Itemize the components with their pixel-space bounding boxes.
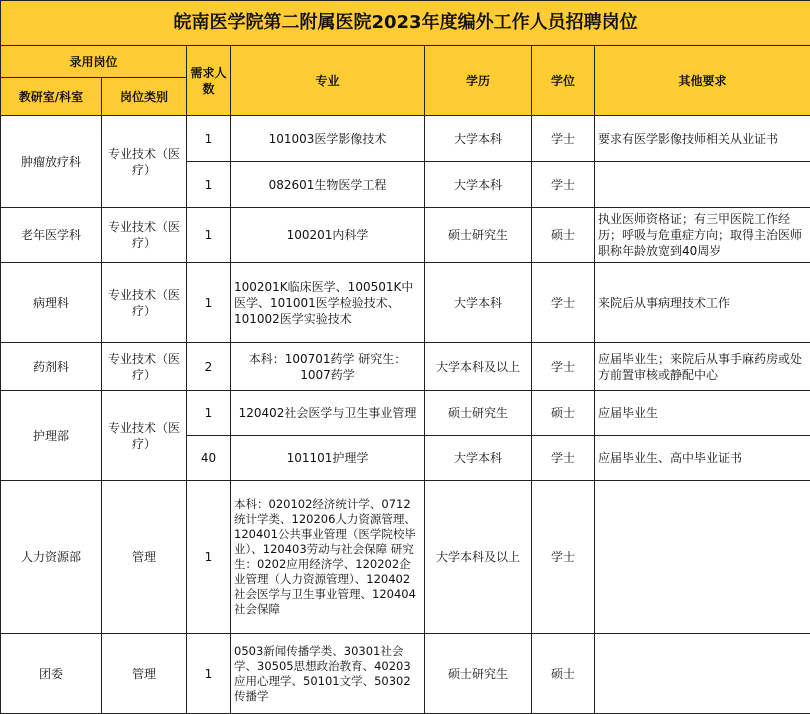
degree-cell: 硕士 [532,634,595,714]
page-title: 皖南医学院第二附属医院2023年度编外工作人员招聘岗位 [1,1,810,46]
degree-cell: 硕士 [532,391,595,436]
category-cell: 专业技术（医疗） [102,208,187,263]
degree-cell: 学士 [532,162,595,208]
dept-cell: 药剂科 [1,343,102,391]
dept-cell: 团委 [1,634,102,714]
other-cell: 应届毕业生、高中毕业证书 [595,436,810,481]
education-cell: 硕士研究生 [425,208,532,263]
degree-cell: 学士 [532,436,595,481]
header-dept: 教研室/科室 [1,78,102,116]
header-other: 其他要求 [595,46,810,116]
count-cell: 1 [187,116,231,162]
category-cell: 专业技术（医疗） [102,391,187,481]
education-cell: 大学本科及以上 [425,481,532,634]
dept-cell: 人力资源部 [1,481,102,634]
major-cell: 082601生物医学工程 [231,162,425,208]
other-cell [595,162,810,208]
category-cell: 专业技术（医疗） [102,116,187,208]
major-cell: 本科：020102经济统计学、0712统计学类、120206人力资源管理、120401公共事业管理（医学院校毕业）、120403劳动与社会保障 研究生：0202应用经济学、120202企业管理（人力资源管理）、120402社会医学与卫生事业管理、120404社会保障 [231,481,425,634]
count-cell: 1 [187,162,231,208]
category-cell: 专业技术（医疗） [102,263,187,343]
table-row [1,634,810,714]
count-cell: 1 [187,391,231,436]
major-cell: 本科：100701药学 研究生：1007药学 [231,343,425,391]
dept-cell: 护理部 [1,391,102,481]
header-count: 需求人数 [187,46,231,116]
dept-cell: 病理科 [1,263,102,343]
category-cell: 专业技术（医疗） [102,343,187,391]
dept-cell: 老年医学科 [1,208,102,263]
education-cell: 硕士研究生 [425,634,532,714]
header-category: 岗位类别 [102,78,187,116]
table-row [1,481,810,634]
major-cell: 101101护理学 [231,436,425,481]
other-cell: 应届毕业生 [595,391,810,436]
degree-cell: 硕士 [532,208,595,263]
education-cell: 硕士研究生 [425,391,532,436]
education-cell: 大学本科 [425,436,532,481]
education-cell: 大学本科 [425,116,532,162]
other-cell [595,481,810,634]
category-cell: 管理 [102,481,187,634]
table-row [1,263,810,343]
header-degree: 学位 [532,46,595,116]
header-education: 学历 [425,46,532,116]
count-cell: 1 [187,634,231,714]
count-cell: 1 [187,263,231,343]
table-row [1,208,810,263]
other-cell: 要求有医学影像技师相关从业证书 [595,116,810,162]
table-row [1,391,810,436]
major-cell: 120402社会医学与卫生事业管理 [231,391,425,436]
dept-cell: 肿瘤放疗科 [1,116,102,208]
table-row [1,343,810,391]
table-row [1,116,810,162]
count-cell: 1 [187,208,231,263]
education-cell: 大学本科 [425,162,532,208]
major-cell: 101003医学影像技术 [231,116,425,162]
category-cell: 管理 [102,634,187,714]
other-cell: 应届毕业生；来院后从事手麻药房或处方前置审核或静配中心 [595,343,810,391]
degree-cell: 学士 [532,343,595,391]
degree-cell: 学士 [532,263,595,343]
major-cell: 100201内科学 [231,208,425,263]
major-cell: 0503新闻传播学类、30301社会学、30505思想政治教育、40203应用心理学、50101文学、50302传播学 [231,634,425,714]
other-cell: 来院后从事病理技术工作 [595,263,810,343]
education-cell: 大学本科 [425,263,532,343]
degree-cell: 学士 [532,481,595,634]
other-cell [595,634,810,714]
header-group: 录用岗位 [1,46,187,78]
header-major: 专业 [231,46,425,116]
education-cell: 大学本科及以上 [425,343,532,391]
major-cell: 100201K临床医学、100501K中医学、101001医学检验技术、101002医学实验技术 [231,263,425,343]
count-cell: 1 [187,481,231,634]
other-cell: 执业医师资格证；有三甲医院工作经历；呼吸与危重症方向；取得主治医师职称年龄放宽到40周岁 [595,208,810,263]
count-cell: 2 [187,343,231,391]
count-cell: 40 [187,436,231,481]
degree-cell: 学士 [532,116,595,162]
